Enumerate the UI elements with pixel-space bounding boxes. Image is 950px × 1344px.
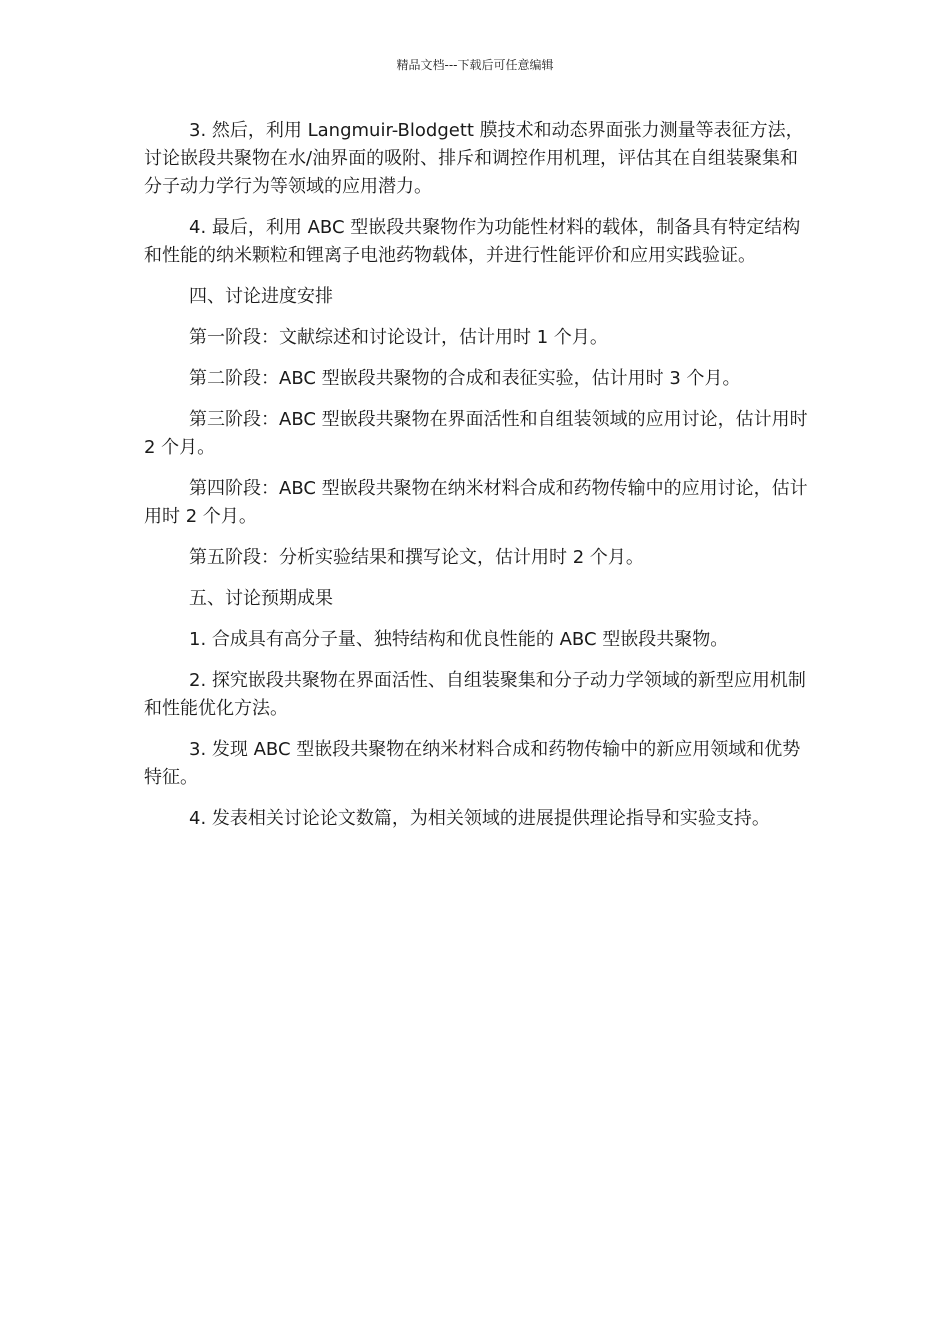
schedule-stage-3: 第三阶段：ABC 型嵌段共聚物在界面活性和自组装领域的应用讨论，估计用时 2 个月。 [144,409,808,458]
outcome-item-2: 2. 探究嵌段共聚物在界面活性、自组装聚集和分子动力学领域的新型应用机制和性能优化方法。 [144,670,806,719]
schedule-stage-5: 第五阶段：分析实验结果和撰写论文，估计用时 2 个月。 [189,547,644,568]
outcome-item-1: 1. 合成具有高分子量、独特结构和优良性能的 ABC 型嵌段共聚物。 [189,629,729,650]
schedule-stage-2: 第二阶段：ABC 型嵌段共聚物的合成和表征实验，估计用时 3 个月。 [189,368,741,389]
paragraph-item-4-application: 4. 最后，利用 ABC 型嵌段共聚物作为功能性材料的载体，制备具有特定结构和性能的纳米颗粒和锂离子电池药物载体，并进行性能评价和应用实践验证。 [144,217,801,266]
document-body [144,117,810,846]
section-heading-schedule: 四、讨论进度安排 [189,286,333,307]
page-header: 精品文档---下载后可任意编辑 [396,58,554,72]
paragraph-item-3-method: 3. 然后，利用 Langmuir-Blodgett 膜技术和动态界面张力测量等表征方法，讨论嵌段共聚物在水/油界面的吸附、排斥和调控作用机理，评估其在自组装聚集和分子动力学行为等领域的应用潜力。 [144,120,804,197]
outcome-item-3: 3. 发现 ABC 型嵌段共聚物在纳米材料合成和药物传输中的新应用领域和优势特征。 [144,739,801,788]
section-heading-outcomes: 五、讨论预期成果 [189,588,333,609]
outcome-item-4: 4. 发表相关讨论论文数篇，为相关领域的进展提供理论指导和实验支持。 [189,808,770,829]
schedule-stage-1: 第一阶段：文献综述和讨论设计，估计用时 1 个月。 [189,327,608,348]
schedule-stage-4: 第四阶段：ABC 型嵌段共聚物在纳米材料合成和药物传输中的应用讨论，估计用时 2 个月。 [144,478,808,527]
